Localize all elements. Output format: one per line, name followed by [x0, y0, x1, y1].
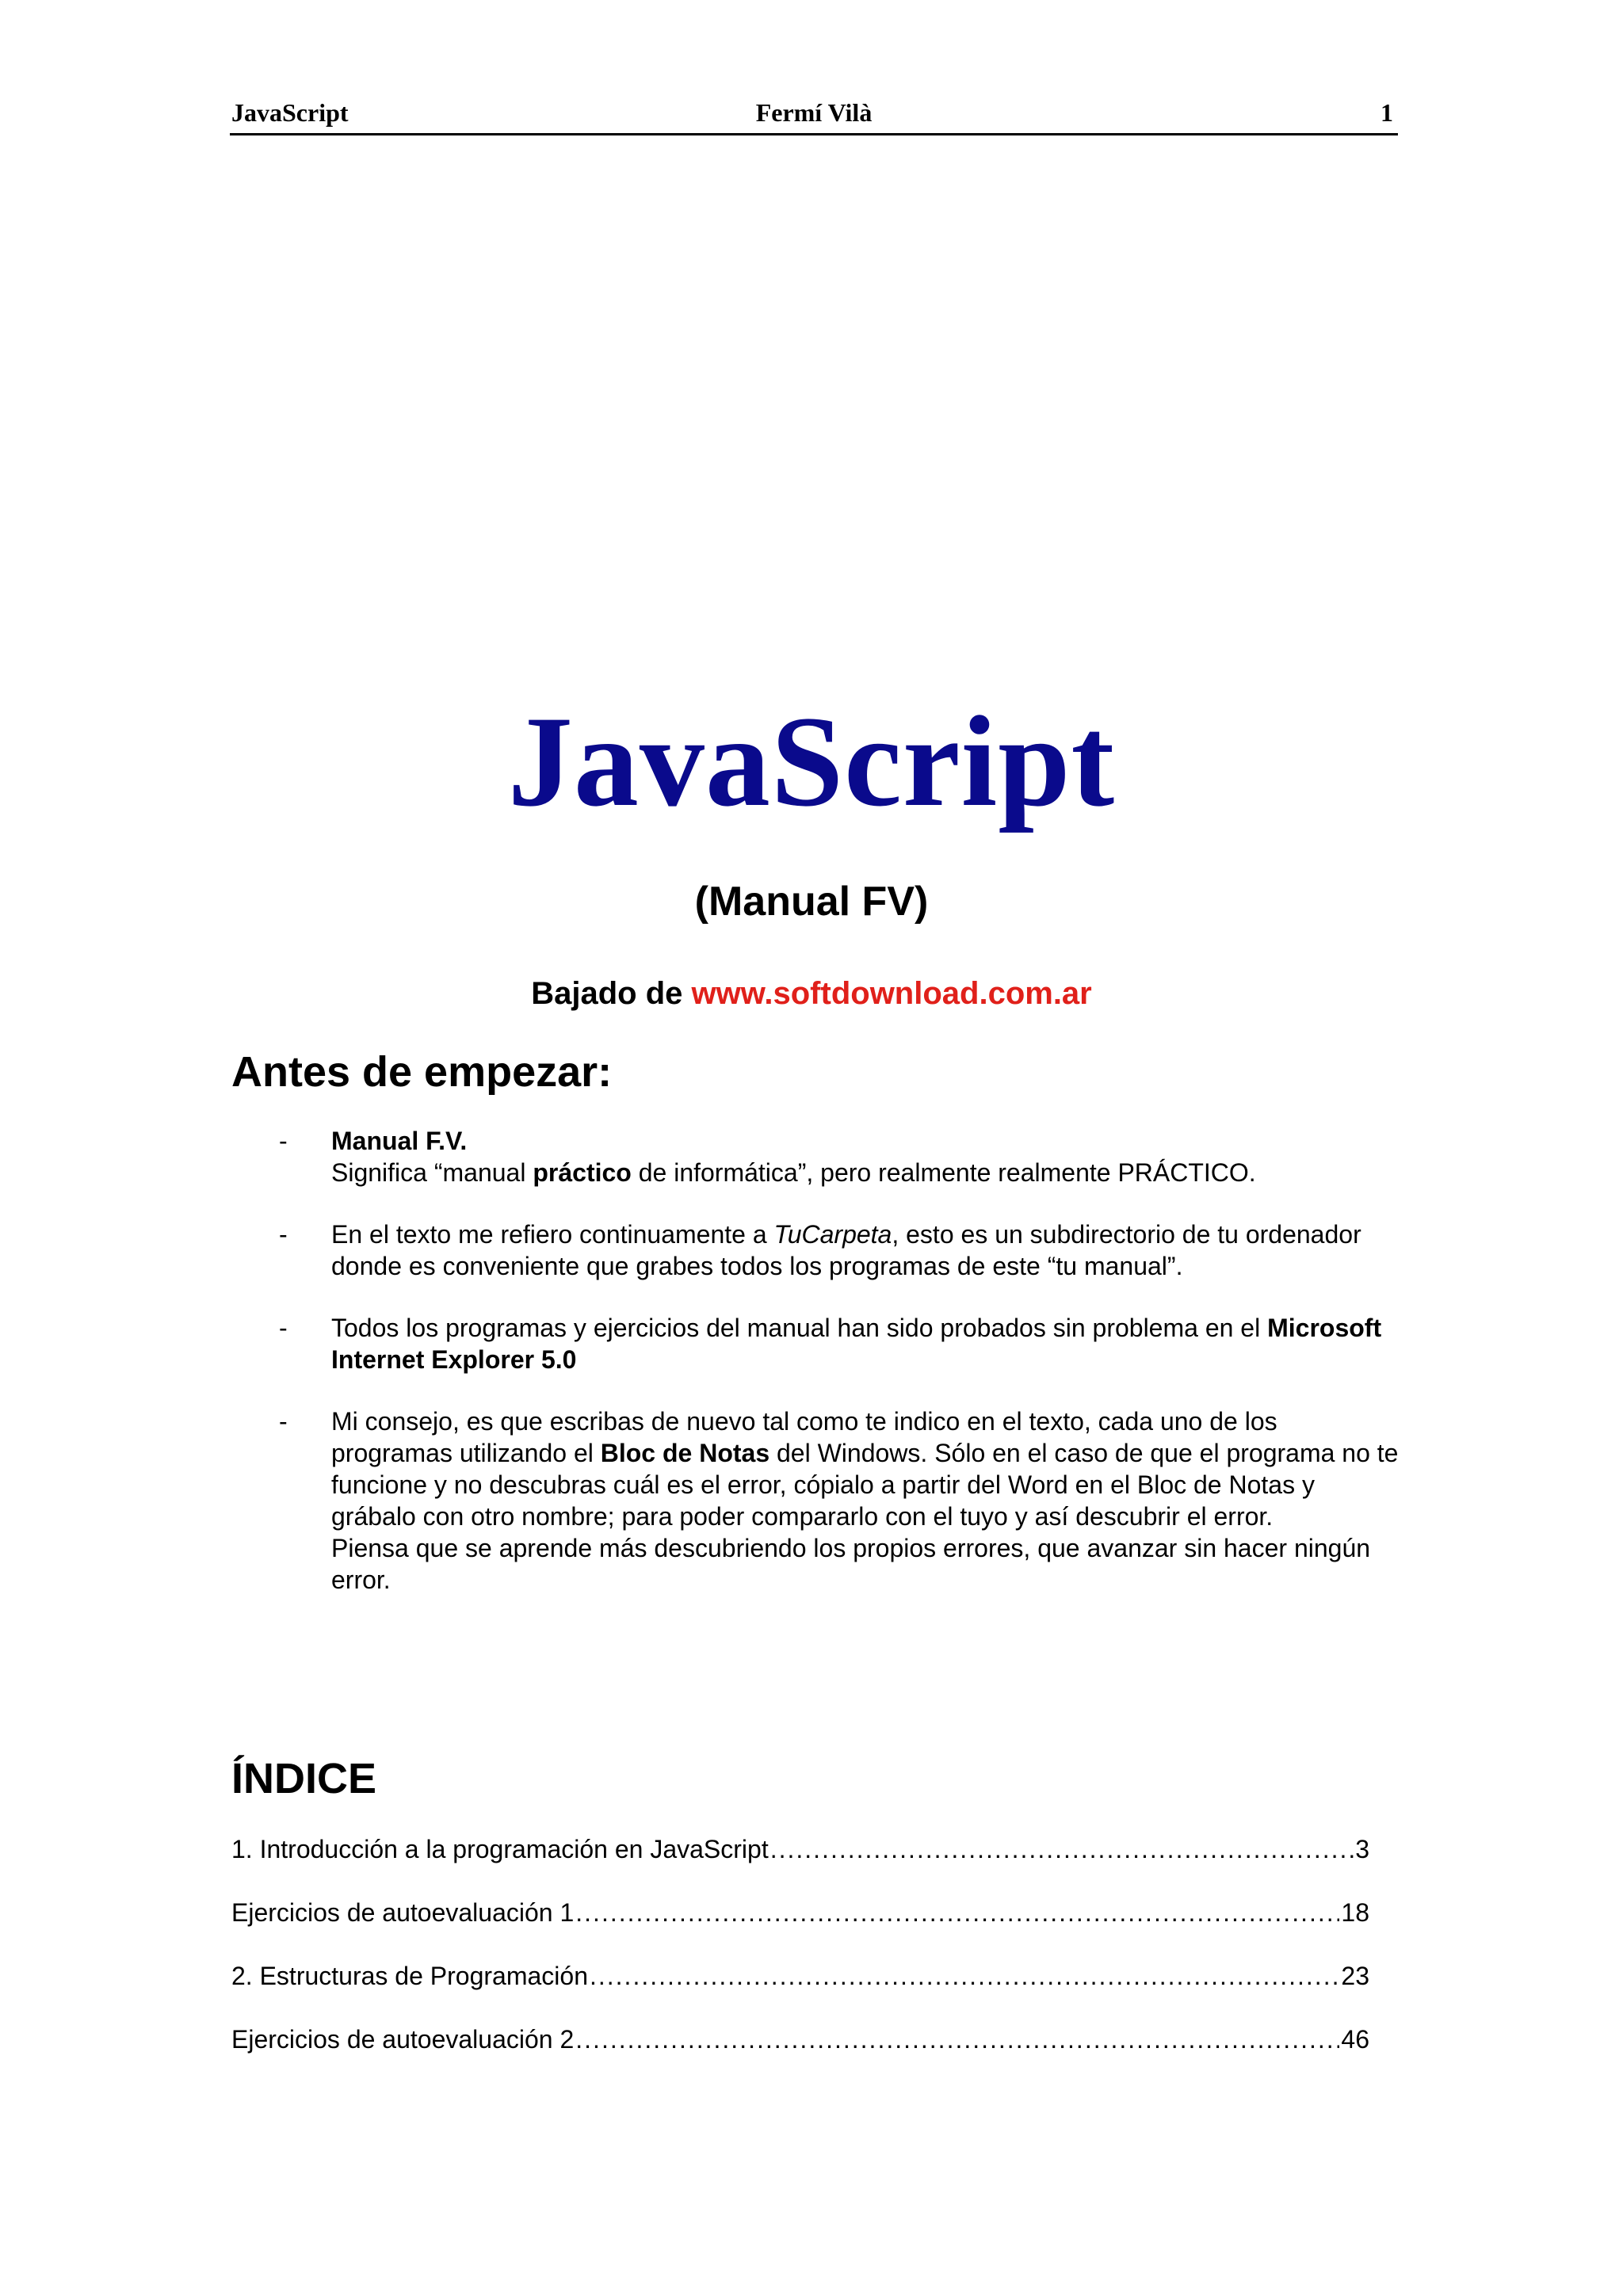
text-segment: Significa “manual	[331, 1158, 526, 1187]
toc-leader-dots	[590, 1962, 1339, 1991]
text-italic: TuCarpeta	[773, 1220, 892, 1249]
text-emphasis: Bloc de Notas	[600, 1439, 770, 1467]
text-segment: Todos los programas y ejercicios del manual han sido probados sin problema en el	[331, 1314, 1261, 1342]
toc-entry[interactable]	[231, 1962, 1369, 1993]
list-item	[279, 1312, 1404, 1375]
bullet-marker: -	[279, 1127, 288, 1155]
toc-entry[interactable]	[231, 1898, 1369, 1930]
header-page-number: 1	[1381, 98, 1393, 127]
toc-entry-title: Ejercicios de autoevaluación 2	[231, 2025, 575, 2054]
list-item	[279, 1405, 1404, 1596]
list-item-text	[331, 1220, 1361, 1280]
toc-leader-dots	[575, 1898, 1339, 1928]
download-source-prefix: Bajado de	[531, 976, 683, 1011]
toc-leader-dots	[575, 2025, 1339, 2054]
list-item-note: Piensa que se aprende más descubriendo los propios errores, que avanzar sin hacer ningún error.	[331, 1534, 1371, 1594]
header-doc-title: JavaScript	[231, 98, 349, 127]
index-heading: ÍNDICE	[231, 1755, 377, 1802]
document-subtitle: (Manual FV)	[694, 879, 929, 925]
download-source-link[interactable]: www.softdownload.com.ar	[691, 976, 1092, 1011]
text-segment: , esto es un subdirectorio de tu ordenador donde es conveniente que grabes todos los programas de este “tu manual”.	[331, 1220, 1361, 1280]
document-title: JavaScript	[507, 690, 1116, 833]
before-start-list	[279, 1125, 1404, 1626]
before-start-heading: Antes de empezar:	[231, 1048, 613, 1096]
download-source	[0, 976, 1623, 1012]
toc-entry-page: 46	[1341, 2025, 1369, 2054]
text-emphasis: Microsoft Internet Explorer 5.0	[331, 1314, 1382, 1374]
list-item-text	[331, 1405, 1404, 1532]
toc-entry[interactable]	[231, 2025, 1369, 2057]
toc-entry-page: 3	[1355, 1835, 1369, 1863]
page-header	[230, 95, 1398, 135]
list-item	[279, 1219, 1404, 1282]
header-author: Fermí Vilà	[755, 98, 873, 127]
list-item-text	[331, 1157, 1404, 1188]
list-item-text	[331, 1314, 1381, 1374]
text-segment: Mi consejo, es que escribas de nuevo tal como te indico en el texto, cada uno de los programas utilizando el	[331, 1407, 1277, 1467]
text-segment: En el texto me refiero continuamente a	[331, 1220, 767, 1249]
text-emphasis: práctico	[533, 1158, 632, 1187]
toc-entry[interactable]	[231, 1835, 1369, 1867]
text-segment: del Windows. Sólo en el caso de que el programa no te funcione y no descubras cuál es el error, cópialo a partir del Word en el Bloc de Notas y grábalo con otro nombre; para poder compararlo con el tuyo y así descubrir el error.	[331, 1439, 1399, 1531]
bullet-marker: -	[279, 1220, 288, 1249]
toc-entry-title: Ejercicios de autoevaluación 1	[231, 1898, 575, 1927]
toc-entry-title: 2. Estructuras de Programación	[231, 1962, 588, 1990]
bullet-marker: -	[279, 1407, 288, 1436]
bullet-marker: -	[279, 1314, 288, 1342]
toc-entry-title: 1. Introducción a la programación en JavaScript	[231, 1835, 769, 1863]
table-of-contents	[231, 1835, 1369, 2088]
toc-entry-page: 18	[1341, 1898, 1369, 1927]
toc-entry-page: 23	[1341, 1962, 1369, 1990]
toc-leader-dots	[770, 1835, 1354, 1864]
list-item	[279, 1125, 1404, 1188]
list-item-title: Manual F.V.	[331, 1127, 468, 1155]
text-segment: de informática”, pero realmente realmente PRÁCTICO.	[638, 1158, 1256, 1187]
